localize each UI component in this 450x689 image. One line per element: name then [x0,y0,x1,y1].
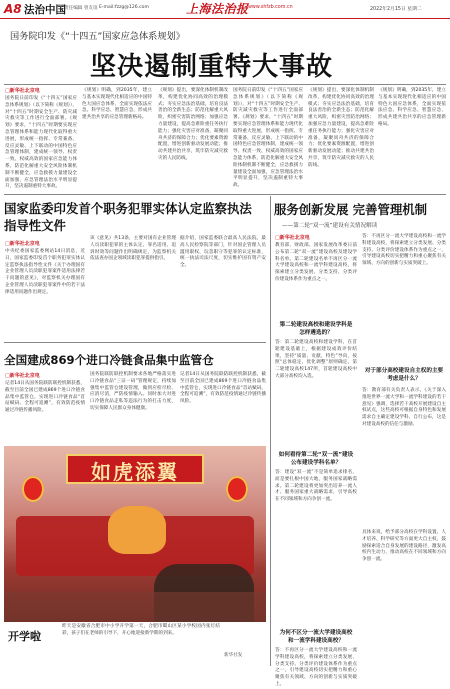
article3-col1: 记者14日从国务院联防联控机制获悉，截至目前全国已建成869个进口冷链食品集中监管仓，实现进口冷链食品“首站赋码、全程可追溯”，有效防范疫情通过冷链传播风险。 [5,381,85,414]
article4-question1: 第二轮建设高校和建设学科是怎样遴选的？ [279,322,353,336]
article1-col1: 国务院日前印发《“十四五”国家应急体系规划》（以下简称《规划》），对“十四五”时期安全生产、防灾减灾救灾等工作进行全面部署。《规划》要求，“十四五”时期要实现应急管理体系和能力现代化取得重大进展，形成统一指挥、专常兼备、反应灵敏、上下联动的中国特色应急管理体制，建成统一领导、权责一致、权威高效的国家应急能力体系，防范化解重大安全风险体制机制不断健全，应急救援力量建设全面加强，应急管理法治水平明显提升，坚决遏制重特大事故。 [5,96,77,190]
article1-col4: 国务院日前印发《“十四五”国家应急体系规划》（以下简称《规划》），对“十四五”时期安全生产、防灾减灾救灾等工作进行全面部署。《规划》要求，“十四五”时期要实现应急管理体系和能力现代化取得重大进展，形成统一指挥、专常兼备、反应灵敏、上下联动的中国特色应急管理体制，建成统一领导、权责一致、权威高效的国家应急能力体系，防范化解重大安全风险体制机制不断健全，应急救援力量建设全面加强，应急管理法治水平明显提升，坚决遏制重特大事故。 [233,88,303,189]
news-photo [4,446,266,622]
newspaper-logo: 上海法治报 [186,2,249,16]
masthead [0,0,450,22]
column-divider [270,196,271,666]
article4-question2: 如何看待第二轮“双一流”建设公布建设学科名单？ [278,452,354,466]
article5-para2: 具体来说，给予部分高校在学科设置、人才培养、科学研究等方面更大自主权，鼓励探索适合自身发展的建设路径，激发高校内生动力，推动高校在不同领域和方向争创一流。 [362,530,446,563]
issue-date: 2022年2月15日 星期二 [370,7,422,12]
article2-col2: 该《意见》共13条，主要对国有企业管理人员渎职犯罪的主体认定、罪名适用、追诉时效等问题作出明确规定，为监察机关依法查办国企领域渎职犯罪提供指引。 [90,236,176,262]
photo-caption: 昨天是安徽省合肥市中小学开学第一天，合肥市蜀山区某小学校园内张灯结彩，孩子们在老师的引导下，开心地迎接新学期的到来。 [62,624,220,636]
article1-col5: 《规划》提出，要深化体制机制改革，构建优化协同高效的治理模式；夯实应急法治基础，培育良法善治的全新生态；防范化解重大风险，织密灾害防治网络；加强应急力量建设，提高急难险重任务执行能力；强化灾害应对准备，凝聚同舟共济的保障合力；优化要素资源配置，增进创新驱动发展动能；推动共建共治共享，筑牢防灾减灾救灾的人民防线。 [308,88,374,168]
article4-byline: □新华社北京电 [275,235,310,241]
website: www.shfzb.com.cn [248,5,293,10]
article3-col3: 记者14日从国务院联防联控机制获悉，截至目前全国已建成869个进口冷链食品集中监管仓，实现进口冷链食品“首站赋码、全程可追溯”，有效防范疫情通过冷链传播风险。 [180,372,266,405]
article1-top-rule [4,84,446,85]
article4-headline: 服务创新发展 完善管理机制 [274,202,428,217]
tiger-decoration [108,506,166,554]
article1-col6: 《规划》明确，到2035年，建立与基本实现现代化相适应的中国特色大国应急体系，全面实现依法应急、科学应急、智慧应急，形成共建共治共享的应急管理新格局。 [378,88,446,127]
article2-headline: 国家监委印发首个职务犯罪实体认定监察执法指导性文件 [4,201,252,233]
article1-byline: □新华社北京电 [5,88,40,94]
article4-subhead: ——第二轮“双一流”建设有关情况解读 [282,223,378,229]
lantern-right [226,476,248,502]
article1-bottom-rule [4,194,446,195]
article4-para1: 教育部、财政部、国家发展改革委日前公布第二轮“双一流”建设高校及建设学科名单。第二轮建设名单不再区分一流大学建设高校和一流学科建设高校，将探索建立分类发展、分类支持、分类评价建设体系作为重点之一。 [275,243,357,282]
article1-col3: 《规划》提出，要深化体制机制改革，构建优化协同高效的治理模式；夯实应急法治基础，培育良法善治的全新生态；防范化解重大风险，织密灾害防治网络；加强应急力量建设，提高急难险重任务执行能力；强化灾害应对准备，凝聚同舟共济的保障合力；优化要素资源配置，增进创新驱动发展动能；推动共建共治共享，筑牢防灾减灾救灾的人民防线。 [158,88,228,161]
article2-col1: 中央纪委国家监委网站14日消息，近日，国家监委印发首个职务犯罪实体认定监察执法指导性文件《关于办理国有企业管理人员渎职犯罪案件适用法律若干问题的意见》，对监察机关办理国有企业管理人员渎职犯罪案件中的若干法律适用问题作出规定。 [5,249,85,295]
article3-col2: 国务院联防联控机制要求各地严格落实进口冷链食品“三证一码”管理规定，持续加强集中监管仓建设管理，做到应检尽检、应消尽消，严防疫情输入。同时加大对进口冷链食品走私等违法行为的打击力度，切实保障人民群众身体健康。 [90,372,176,411]
photo-caption-title: 开学啦 [8,630,41,643]
article4-para2: 答：第二轮建设高校和建设学科，在首轮建设基础上，根据建设成效评价结果，坚持“质量、贡献、特色”导向，按照“总体稳定、优化调整”原则确定。第二轮建设高校147所，首轮建设高校中大部分高校均入选。 [275,340,357,379]
article2-bottom-rule [4,342,266,343]
editor-line: 责任编辑 曾友谊 [64,6,98,11]
article2-col3: 据介绍，国家监委联合最高人民法院、最高人民检察院等部门，针对国企管理人员滥用职权、玩忽职守等犯罪的认定标准，统一执法司法尺度，切实维护国有资产安全。 [180,236,266,269]
photo-banner-text: 如虎添翼 [91,460,179,484]
article4-para3: 答：建设“双一流”不是简单追求排名，而是要扎根中国大地，服务国家战略需求。第二轮建设将更加突出培养一流人才、服务国家重大战略需求，引导高校在不同领域和方向争创一流。 [275,470,357,503]
floor-area [4,592,266,622]
article3-headline: 全国建成869个进口冷链食品集中监管仓 [4,353,214,367]
article5-para1: 答：教育部有关负责人表示，《关于深入推进世界一流大学和一流学科建设的若干意见》强调，选择若干高校开展建设自主权试点，这些高校可根据自身特色和发展需求自主确定建设学科、自行公布，这是对建设高校的信任与激励。 [362,388,446,427]
article4-continued: 答：不再区分一流大学建设高校和一流学科建设高校，将探索建立分类发展、分类支持、分类评价建设体系作为重点之一，引导建设高校切实把精力和重心聚焦有关领域、方向的创新与实质突破上。 [362,234,446,267]
article4-para4: 答：不再区分一流大学建设高校和一流学科建设高校，将探索建立分类发展、分类支持、分类评价建设体系作为重点之一，引导建设高校切实把精力和重心聚焦有关领域、方向的创新与实质突破上。 [275,648,357,687]
page-number: A8 [4,2,22,16]
article2-byline: □新华社北京电 [5,241,40,247]
email-line: E-mail:fzzg@126.com [99,5,149,10]
lantern-left [22,476,44,502]
article5-heading: 对于部分高校建设自主权的主要考虑是什么？ [364,368,444,382]
section-name: 法治中国 [24,4,66,16]
article4-question3: 为何不区分一流大学建设高校和一流学科建设高校？ [279,630,353,644]
article3-byline: □新华社北京电 [5,373,40,379]
article1-kicker: 国务院印发《“十四五”国家应急体系规划》 [10,31,185,42]
article1-headline: 坚决遏制重特大事故 [90,52,334,82]
masthead-rule [0,18,450,19]
article1-col2: 《规划》明确，到2035年，建立与基本实现现代化相适应的中国特色大国应急体系，全面实现依法应急、科学应急、智慧应急，形成共建共治共享的应急管理新格局。 [82,88,152,121]
photo-credit: 新华社发 [224,653,243,658]
